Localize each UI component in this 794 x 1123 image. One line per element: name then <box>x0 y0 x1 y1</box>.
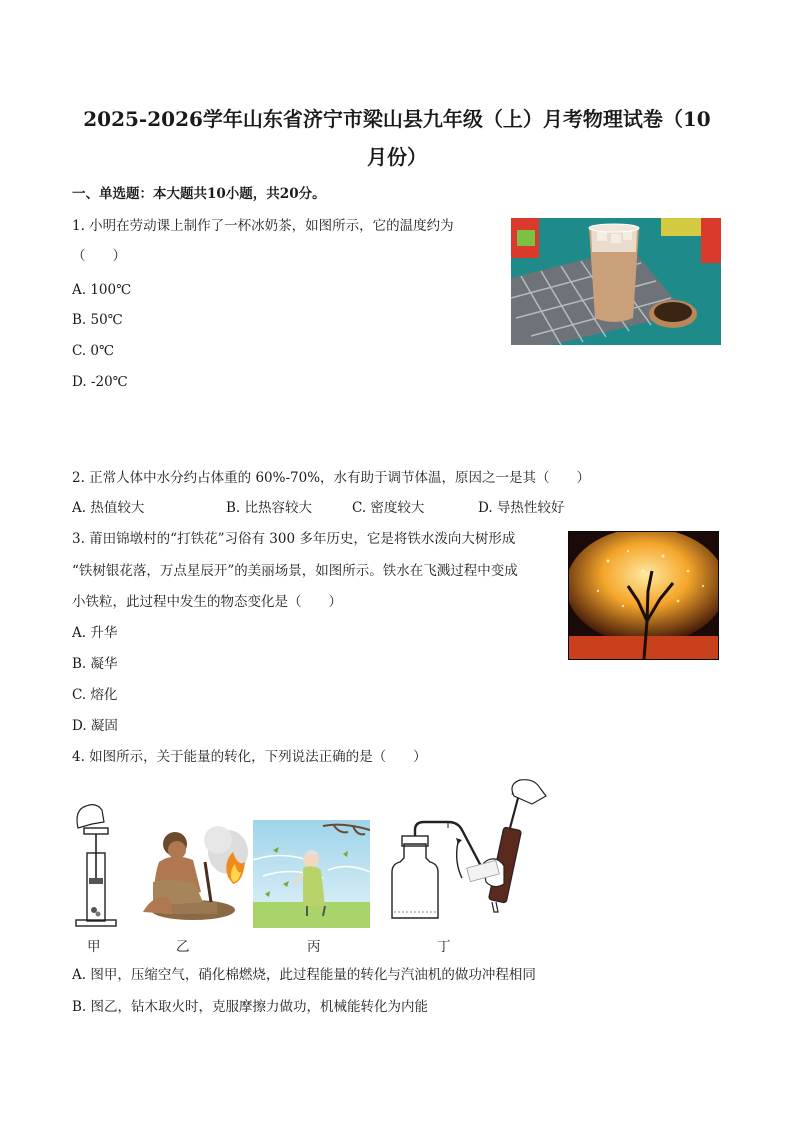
q4-option-a: A. 图甲，压缩空气，硝化棉燃烧，此过程能量的转化与汽油机的做功冲程相同 <box>72 967 536 983</box>
q3-option-b: B. 凝华 <box>72 656 118 672</box>
q3-option-a: A. 升华 <box>72 625 118 641</box>
caption-yi: 乙 <box>176 939 190 955</box>
q3-stem-line-1: 3. 莆田锦墩村的“打铁花”习俗有 300 多年历史，它是将铁水泼向大树形成 <box>72 531 516 547</box>
q1-option-a: A. 100℃ <box>72 282 132 298</box>
caption-jia: 甲 <box>87 939 101 955</box>
q2-option-d: D. 导热性较好 <box>478 500 565 516</box>
figure-yi-drilling-fire <box>133 822 250 926</box>
q1-stem-line-1: 1. 小明在劳动课上制作了一杯冰奶茶，如图所示，它的温度约为 <box>72 218 454 234</box>
q2-option-c: C. 密度较大 <box>352 500 425 516</box>
caption-ding: 丁 <box>437 939 451 955</box>
section-heading: 一、单选题：本大题共10小题，共20分。 <box>72 186 326 202</box>
milk-tea-photo <box>511 218 721 345</box>
q1-option-c: C. 0℃ <box>72 343 115 359</box>
title-line-2: 月份） <box>367 145 427 169</box>
caption-bing: 丙 <box>307 939 321 955</box>
figure-jia-compression-cylinder <box>68 798 120 932</box>
q3-stem-line-2: “铁树银花落，万点星辰开”的美丽场景，如图所示。铁水在飞溅过程中变成 <box>72 563 518 579</box>
q2-stem: 2. 正常人体中水分约占体重的 60%-70%，水有助于调节体温，原因之一是其（ ） <box>72 470 591 486</box>
q3-option-d: D. 凝固 <box>72 718 118 734</box>
q1-option-d: D. -20℃ <box>72 374 128 390</box>
q3-stem-line-3: 小铁粒，此过程中发生的物态变化是（ ） <box>72 594 342 610</box>
q4-option-b: B. 图乙，钻木取火时，克服摩擦力做功，机械能转化为内能 <box>72 999 429 1015</box>
title-line-1: 2025-2026学年山东省济宁市梁山县九年级（上）月考物理试卷（10 <box>83 107 711 131</box>
q4-stem: 4. 如图所示，关于能量的转化，下列说法正确的是（ ） <box>72 749 427 765</box>
q1-option-b: B. 50℃ <box>72 312 123 328</box>
figure-bing-windy-scene <box>253 820 370 928</box>
q1-stem-line-2: （ ） <box>72 248 126 264</box>
iron-sparks-photo <box>568 531 719 660</box>
exam-title <box>60 100 734 176</box>
q2-option-b: B. 比热容较大 <box>226 500 313 516</box>
figure-ding-bottle-pump <box>384 778 550 928</box>
q3-option-c: C. 熔化 <box>72 687 118 703</box>
q2-option-a: A. 热值较大 <box>72 500 145 516</box>
